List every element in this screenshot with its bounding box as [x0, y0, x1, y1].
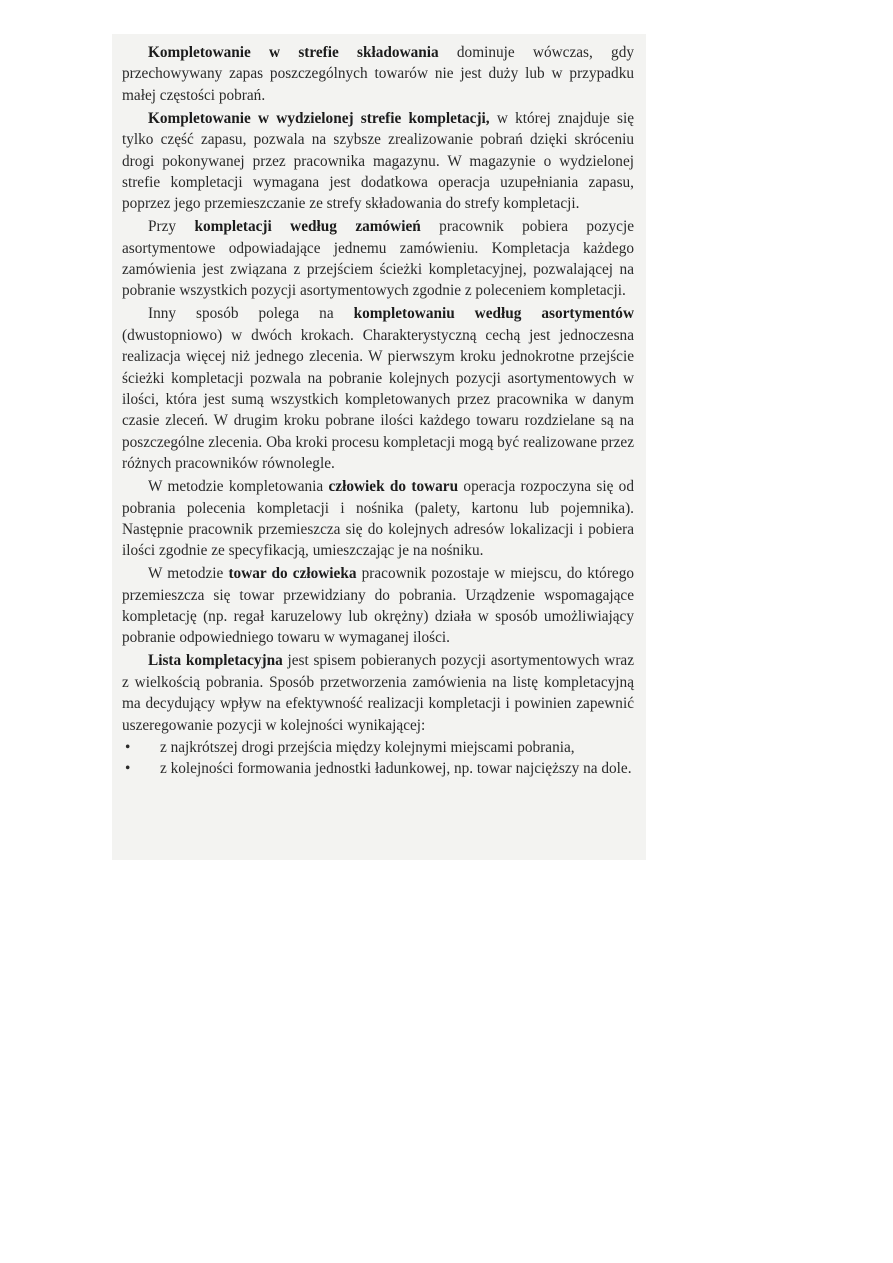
term-assortment-picking: kompletowaniu według asortymentów — [353, 305, 634, 323]
paragraph-text: pracownik pobiera pozycje asortymentowe odpowiadające jednemu zamówieniu. Kompletacja każdego zamówienia jest związana z przejściem ścieżki kompletacyjnej, pozwalającej na pobranie wszystkich pozycji asortymentowych zgodnie z poleceniem kompletacji. — [122, 218, 634, 300]
list-item-text: z kolejności formowania jednostki ładunkowej, np. towar najcięższy na dole. — [160, 760, 632, 778]
paragraph-storage-zone-picking — [122, 42, 634, 106]
paragraph-assortment-picking — [122, 303, 634, 474]
term-person-to-goods: człowiek do towaru — [328, 478, 459, 496]
paragraph-goods-to-person — [122, 563, 634, 649]
bullet-icon: • — [125, 760, 131, 778]
bullet-list — [122, 737, 634, 780]
term-goods-to-person: towar do człowieka — [228, 565, 357, 583]
paragraph-person-to-goods — [122, 476, 634, 562]
list-item — [122, 737, 634, 758]
paragraph-lead: Przy — [148, 218, 195, 236]
paragraph-lead: Inny sposób polega na — [148, 305, 354, 323]
paragraph-dedicated-picking-zone — [122, 108, 634, 215]
paragraph-text: dominuje wówczas, gdy przechowywany zapas poszczególnych towarów nie jest duży lub w przypadku małej częstości pobrań. — [122, 44, 634, 104]
list-item-text: z najkrótszej drogi przejścia między kolejnymi miejscami pobrania, — [160, 739, 575, 756]
term-picking-list: Lista kompletacyjna — [148, 652, 283, 670]
paragraph-picking-list — [122, 650, 634, 736]
document-body — [122, 42, 634, 780]
paragraph-text: jest spisem pobieranych pozycji asortymentowych wraz z wielkością pobrania. Sposób przetworzenia zamówienia na listę kompletacyjną ma decydujący wpływ na efektywność realizacji kompletacji i powinien zapewnić uszeregowanie pozycji w kolejności wynikającej: — [122, 652, 634, 734]
bullet-icon: • — [125, 739, 131, 756]
term-order-picking: kompletacji według zamówień — [194, 218, 421, 236]
list-item — [122, 758, 634, 779]
paragraph-text: operacja rozpoczyna się od pobrania polecenia kompletacji i nośnika (palety, kartonu lub pojemnika). Następnie pracownik przemieszcza się do kolejnych adresów lokalizacji i pobiera ilości zgodnie ze specyfikacją, umieszczając je na nośniku. — [122, 478, 634, 560]
paragraph-text: w której znajduje się tylko część zapasu, pozwala na szybsze zrealizowanie pobrań dzięki skróceniu drogi pokonywanej przez pracownika magazynu. W magazynie o wydzielonej strefie kompletacji wymagana jest dodatkowa operacja uzupełniania zapasu, poprzez jego przemieszczanie ze strefy składowania do strefy kompletacji. — [122, 109, 634, 213]
term-storage-zone-picking: Kompletowanie w strefie składowania — [148, 44, 439, 61]
term-dedicated-picking-zone: Kompletowanie w wydzielonej strefie kompletacji, — [148, 109, 490, 127]
paragraph-text: pracownik pozostaje w miejscu, do którego przemieszcza się towar przewidziany do pobrania. Urządzenie wspomagające kompletację (np. regał karuzelowy lub okrężny) działa w sposób umożliwiający pobranie odpowiedniego towaru w wymaganej ilości. — [122, 565, 634, 647]
paragraph-lead: W metodzie — [148, 565, 229, 583]
paragraph-lead: W metodzie kompletowania — [148, 478, 329, 496]
paragraph-order-picking — [122, 216, 634, 302]
paragraph-text: (dwustopniowo) w dwóch krokach. Charakterystyczną cechą jest jednoczesna realizacja więcej niż jednego zlecenia. W pierwszym kroku jednokrotne przejście ścieżki kompletacji pozwala na pobranie kolejnych pozycji asortymentowych w ilości, która jest sumą wszystkich kompletowanych przez pracownika w danym czasie zleceń. W drugim kroku pobrane ilości każdego towaru rozdzielane są na poszczególne zlecenia. Oba kroki procesu kompletacji mogą być realizowane przez różnych pracowników równolegle. — [122, 326, 634, 473]
